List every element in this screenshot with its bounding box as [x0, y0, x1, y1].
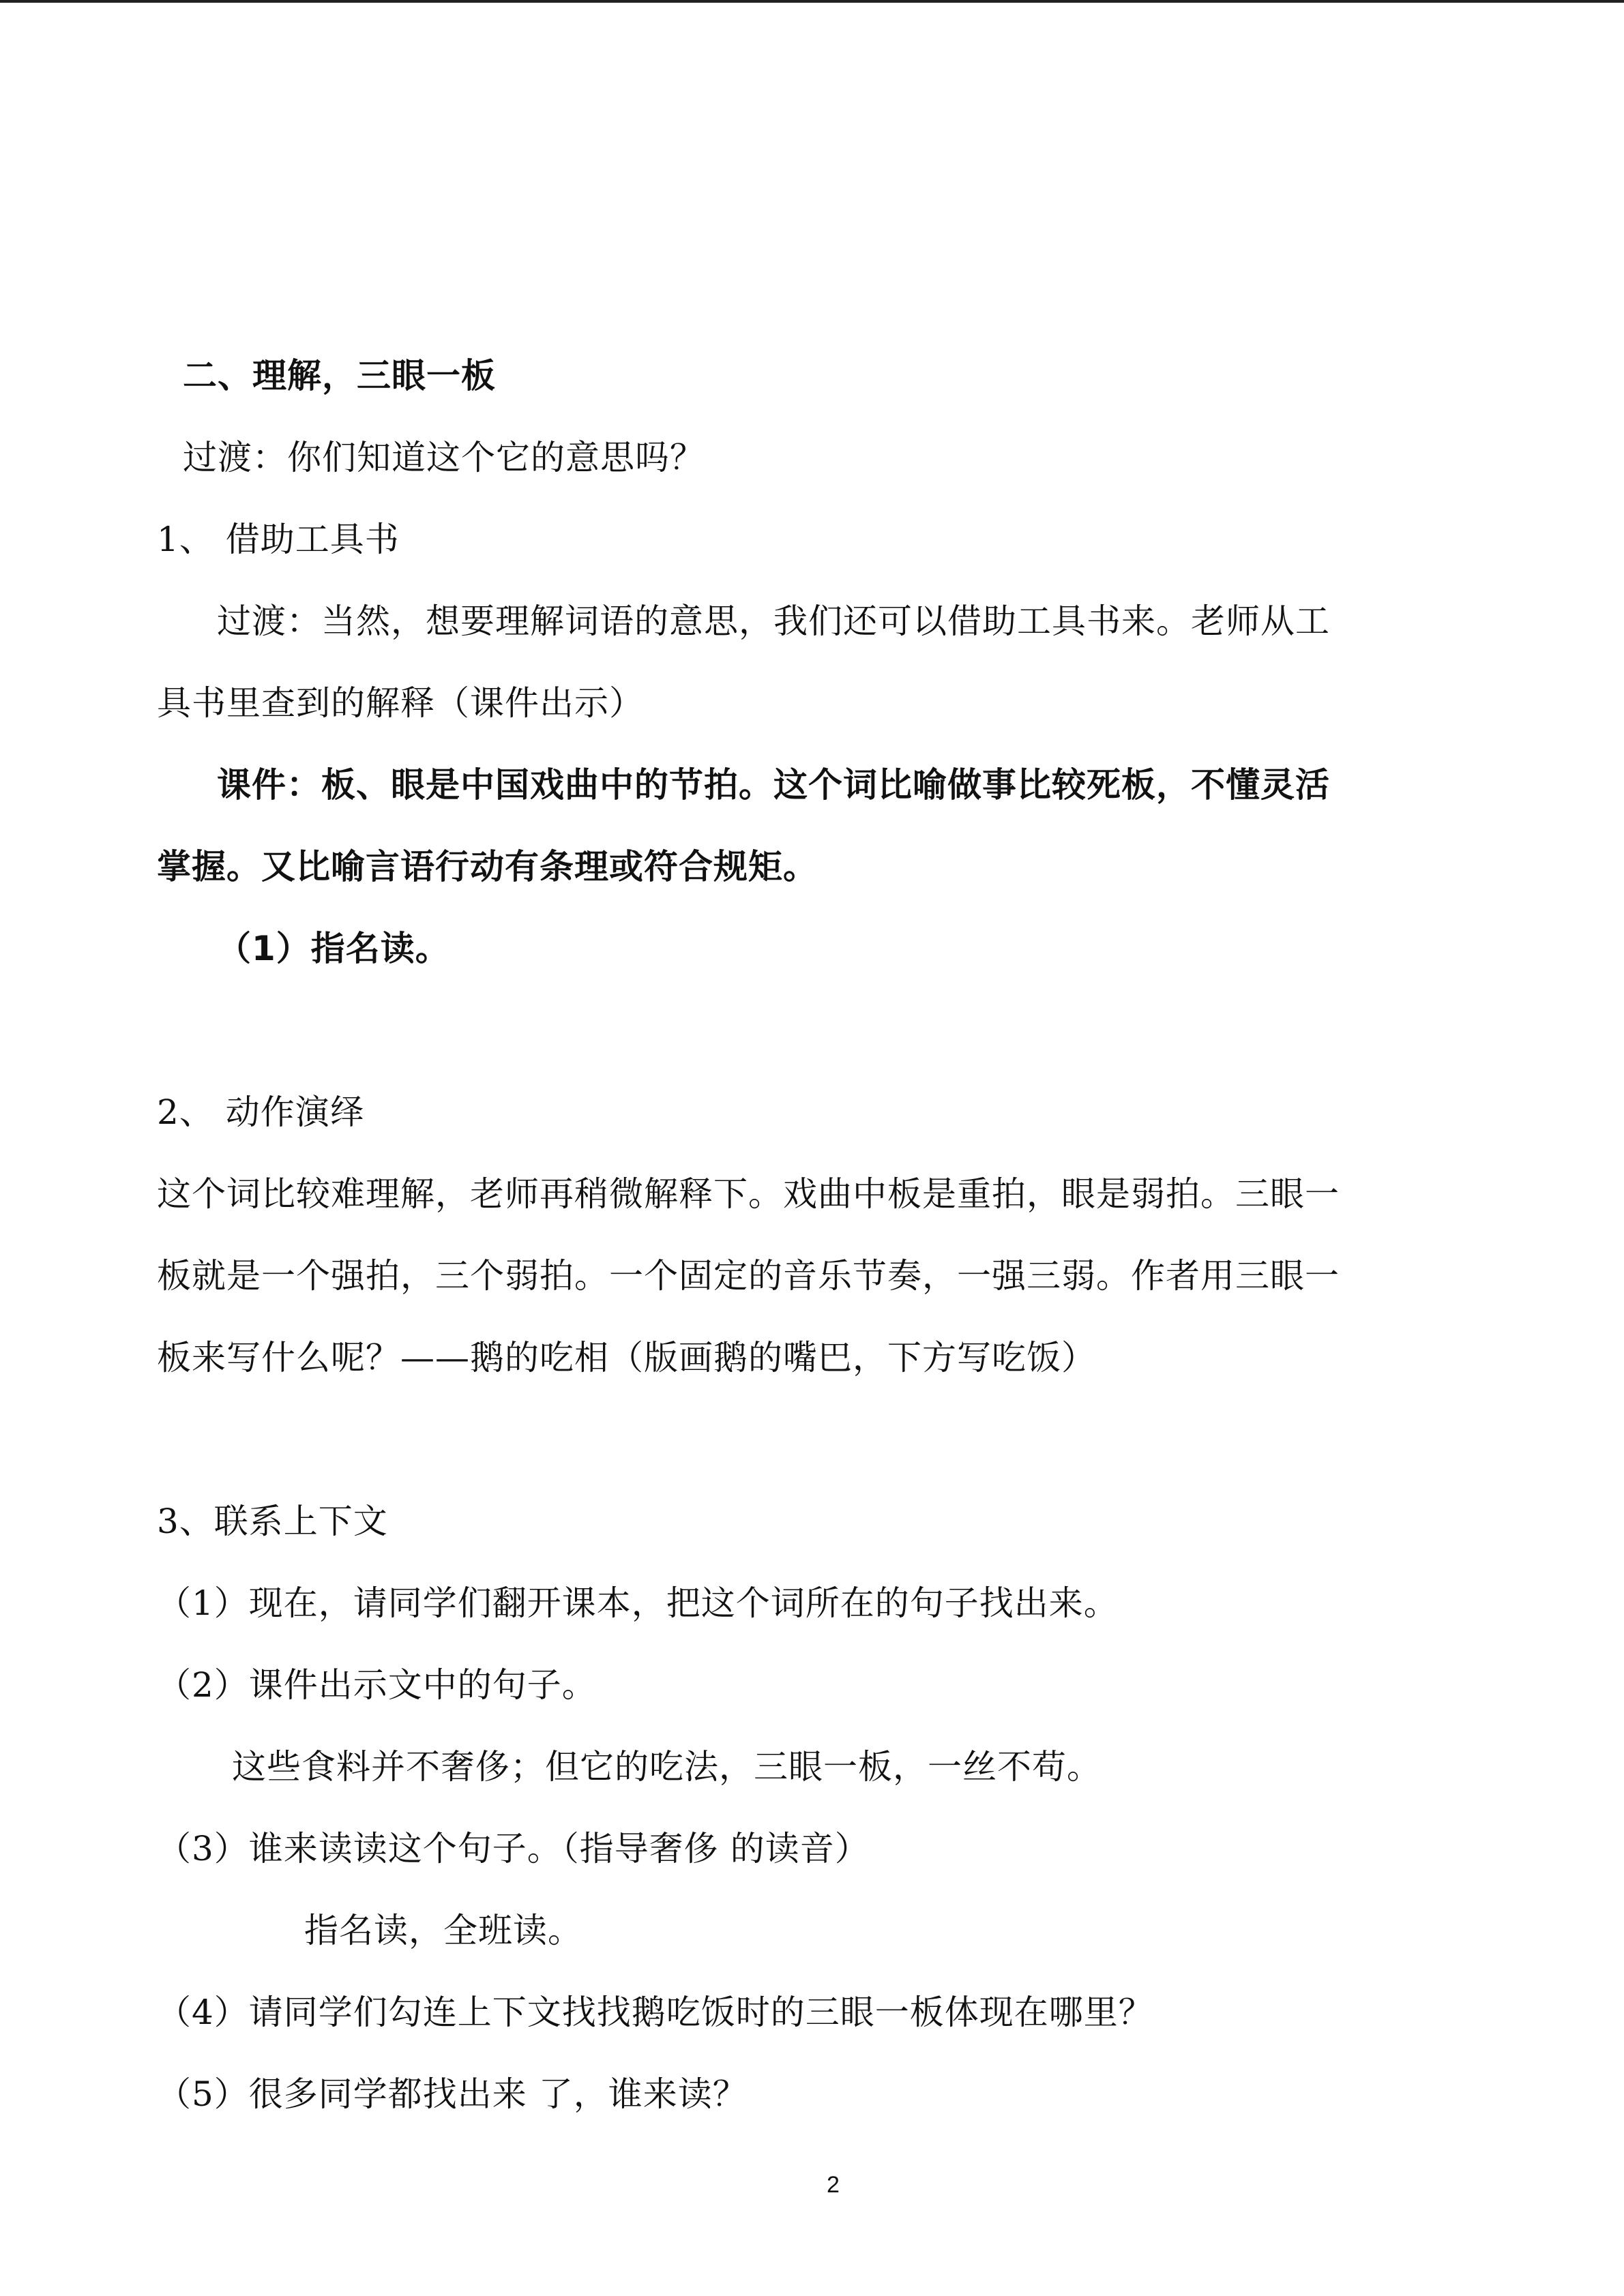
list-item-note: 指名读，全班读。 [304, 1911, 582, 1950]
step-3-heading: 3、联系上下文 [157, 1502, 388, 1541]
paragraph-line: 板就是一个强拍，三个弱拍。一个固定的音乐节奏，一强三弱。作者用三眼一 [157, 1256, 1340, 1296]
page-top-border [0, 0, 1624, 3]
list-item: （2）课件出示文中的句子。 [157, 1665, 597, 1705]
paragraph-line: 板来写什么呢？——鹅的吃相（版画鹅的嘴巴，下方写吃饭） [157, 1338, 1096, 1377]
paragraph-line: 这个词比较难理解，老师再稍微解释下。戏曲中板是重拍，眼是弱拍。三眼一 [157, 1174, 1340, 1214]
courseware-definition: 掌握。又比喻言语行动有条理或符合规矩。 [157, 847, 818, 886]
list-item: （5）很多同学都找出来 了，谁来读？ [157, 2074, 748, 2114]
section-heading: 二、理解，三眼一板 [183, 356, 496, 396]
step-1-heading: 1、 借助工具书 [157, 520, 400, 559]
transition-question: 过渡：你们知道这个它的意思吗？ [183, 438, 705, 477]
list-item: （3）谁来读读这个句子。（指导奢侈 的读音） [157, 1829, 870, 1868]
paragraph-line: 过渡：当然，想要理解词语的意思，我们还可以借助工具书来。老师从工 [217, 601, 1330, 641]
list-item: （1）现在，请同学们翻开课本，把这个词所在的句子找出来。 [157, 1583, 1119, 1623]
list-item: （4）请同学们勾连上下文找找鹅吃饭时的三眼一板体现在哪里？ [157, 1993, 1153, 2032]
paragraph-line: 具书里查到的解释（课件出示） [157, 683, 644, 723]
sub-step: （1）指名读。 [217, 929, 450, 968]
courseware-definition: 课件：板、眼是中国戏曲中的节拍。这个词比喻做事比较死板，不懂灵活 [217, 765, 1330, 805]
quoted-sentence: 这些食料并不奢侈；但它的吃法，三眼一板，一丝不苟。 [232, 1747, 1102, 1787]
step-2-heading: 2、 动作演绎 [157, 1092, 365, 1132]
page-number: 2 [827, 2172, 840, 2198]
